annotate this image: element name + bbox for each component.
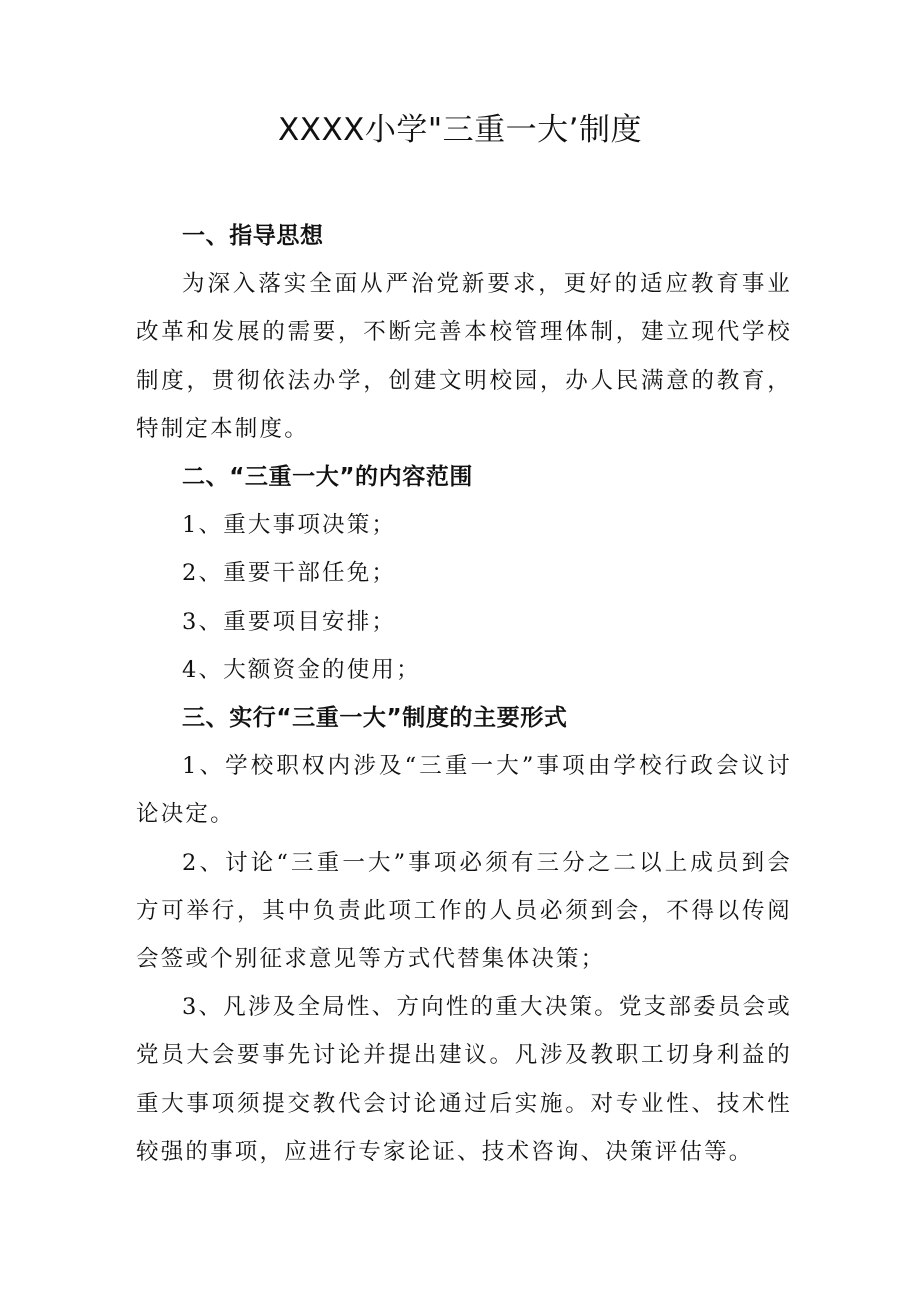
scope-item-major-decisions: 1、重大事项决策； [182, 512, 397, 539]
section-heading-scope: 二、“三重一大”的内容范围 [182, 464, 474, 491]
main-forms-item-2: 2、讨论“三重一大”事项必须有三分之二以上成员到会方可举行，其中负责此项工作的人员必须到会，不得以传阅会签或个别征求意见等方式代替集体决策； [136, 849, 792, 973]
scope-item-large-funds: 4、大额资金的使用； [182, 656, 421, 683]
section-heading-guiding-ideology: 一、指导思想 [182, 223, 324, 249]
guiding-ideology-paragraph: 为深入落实全面从严治党新要求，更好的适应教育事业改革和发展的需要，不断完善本校管理体制，建立现代学校制度，贯彻依法办学，创建文明校园，办人民满意的教育，特制定本制度。 [136, 271, 792, 442]
main-forms-item-1: 1、学校职权内涉及“三重一大”事项由学校行政会议讨论决定。 [136, 753, 792, 828]
document-body [136, 212, 792, 1176]
scope-item-project-arrangements: 3、重要项目安排； [182, 608, 397, 635]
scope-item-cadre-appointments: 2、重要干部任免； [182, 560, 397, 587]
section-heading-main-forms: 三、实行“三重一大”制度的主要形式 [182, 705, 568, 732]
main-forms-item-3: 3、凡涉及全局性、方向性的重大决策。党支部委员会或党员大会要事先讨论并提出建议。凡涉及教职工切身利益的重大事项须提交教代会讨论通过后实施。对专业性、技术性较强的事项，应进行专家论证、技术咨询、决策评估等。 [136, 994, 792, 1165]
document-title: XXXX小学"三重一大’制度 [277, 112, 643, 148]
